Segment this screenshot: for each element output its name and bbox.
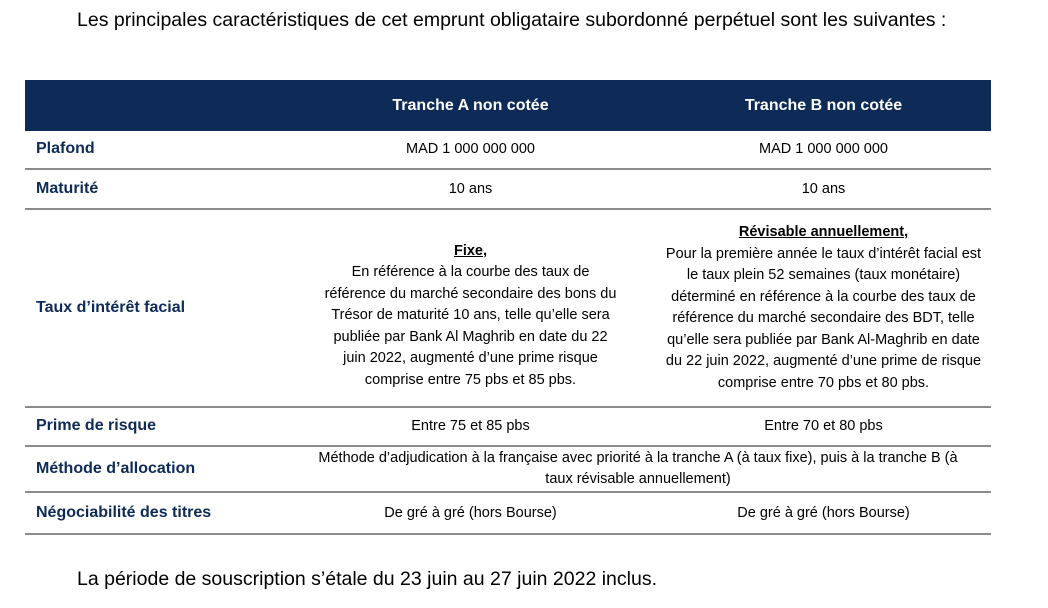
- header-tranche-a: Tranche A non cotée: [285, 80, 656, 131]
- prime-tranche-a: Entre 75 et 85 pbs: [285, 407, 656, 446]
- table-row: [25, 446, 991, 492]
- row-label-plafond: Plafond: [25, 131, 285, 169]
- table-row: [25, 492, 991, 534]
- characteristics-table: [25, 80, 991, 535]
- row-label-methode: Méthode d’allocation: [25, 446, 285, 492]
- taux-a-text: En référence à la courbe des taux de référence du marché secondaire des bons du Trésor de maturité 10 ans, telle qu’elle sera publiée par Bank Al Maghrib en date du 22 juin 2022, augmenté d’une prime risque comprise entre 75 pbs et 85 pbs.: [324, 264, 617, 388]
- table-row: [25, 209, 991, 407]
- header-tranche-b: Tranche B non cotée: [656, 80, 991, 131]
- taux-tranche-a: [285, 209, 656, 407]
- taux-a-title: Fixe,: [453, 242, 488, 259]
- row-label-nego: Négociabilité des titres: [25, 492, 285, 534]
- taux-b-title: Révisable annuellement,: [738, 224, 909, 240]
- maturite-tranche-b: 10 ans: [656, 169, 991, 209]
- table-header-row: [25, 80, 991, 131]
- prime-tranche-b: Entre 70 et 80 pbs: [656, 407, 991, 446]
- row-label-prime: Prime de risque: [25, 407, 285, 446]
- row-label-maturite: Maturité: [25, 169, 285, 209]
- plafond-tranche-a: MAD 1 000 000 000: [285, 131, 656, 169]
- maturite-tranche-a: 10 ans: [285, 169, 656, 209]
- header-corner: [25, 80, 285, 131]
- table-row: [25, 407, 991, 446]
- taux-tranche-b: [656, 209, 991, 407]
- outro-paragraph: La période de souscription s’étale du 23 juin au 27 juin 2022 inclus.: [77, 568, 657, 590]
- plafond-tranche-b: MAD 1 000 000 000: [656, 131, 991, 169]
- table-row: [25, 169, 991, 209]
- nego-tranche-a: De gré à gré (hors Bourse): [285, 492, 656, 534]
- methode-text: Méthode d’adjudication à la française avec priorité à la tranche A (à taux fixe), puis à la tranche B (à taux révisable annuellement): [318, 450, 958, 487]
- nego-tranche-b: De gré à gré (hors Bourse): [656, 492, 991, 534]
- methode-merged-cell: [285, 446, 991, 492]
- taux-b-text: Pour la première année le taux d’intérêt facial est le taux plein 52 semaines (taux monétaire) déterminé en référence à la courbe des taux de référence du marché secondaire des BDT, telle qu’elle sera publiée par Bank Al-Maghrib en date du 22 juin 2022, augmenté d’une prime de risque comprise entre 70 pbs et 80 pbs.: [665, 245, 982, 391]
- table-row: [25, 131, 991, 169]
- intro-paragraph: Les principales caractéristiques de cet emprunt obligataire subordonné perpétuel sont les suivantes :: [77, 9, 947, 31]
- row-label-taux: Taux d’intérêt facial: [25, 209, 285, 407]
